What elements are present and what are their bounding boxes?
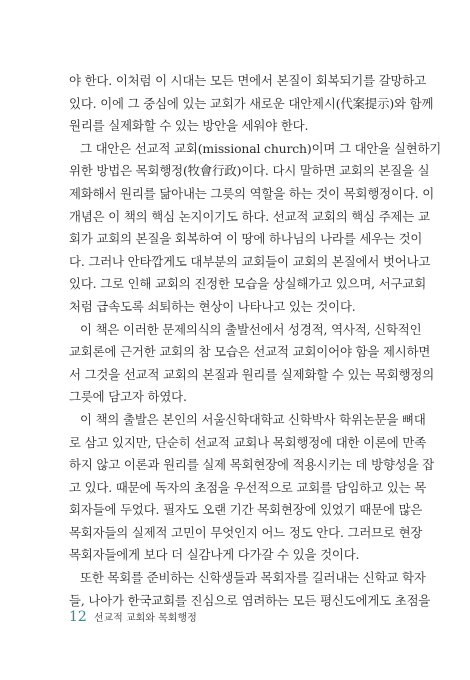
text-line: 하지 않고 이론과 원리를 실제 목회현장에 적용시키는 데 방향성을 잡 xyxy=(69,457,435,473)
text-line: 로 삼고 있지만, 단순히 선교적 교회나 목회행정에 대한 이론에 만족 xyxy=(69,434,427,450)
page-footer xyxy=(69,609,197,629)
text-line: 목회자들에게 보다 더 실감나게 다가갈 수 있을 것이다. xyxy=(69,547,360,563)
text-line: 있다. 그로 인해 교회의 진정한 모습을 상실해가고 있으며, 서구교회 xyxy=(69,276,427,292)
body-text xyxy=(69,70,442,612)
text-line: 개념은 이 책의 핵심 논지이기도 하다. 선교적 교회의 핵심 주제는 교 xyxy=(69,208,430,224)
text-line: 그 대안은 선교적 교회(missional church)이며 그 대안을 실현하기 xyxy=(80,140,442,156)
text-line: 서 그것을 선교적 교회의 본질과 원리를 실제화할 수 있는 목회행정의 xyxy=(69,366,435,382)
text-line: 이 책의 출발은 본인의 서울신학대학교 신학박사 학위논문을 뼈대 xyxy=(80,411,426,427)
running-title: 선교적 교회와 목회행정 xyxy=(93,613,197,624)
text-line: 이 책은 이러한 문제의식의 출발선에서 성경적, 역사적, 신학적인 xyxy=(80,321,422,337)
text-line: 야 한다. 이처럼 이 시대는 모든 면에서 본질이 회복되기를 갈망하고 xyxy=(69,73,427,88)
text-line: 교회론에 근거한 교회의 참 모습은 선교적 교회이어야 함을 제시하면 xyxy=(69,344,431,360)
text-line: 있다. 이에 그 중심에 있는 교회가 새로운 대안제시(代案提示)와 함께 xyxy=(69,95,434,111)
text-line: 또한 목회를 준비하는 신학생들과 목회자를 길러내는 신학교 학자 xyxy=(80,570,426,586)
text-line: 고 있다. 때문에 독자의 초점을 우선적으로 교회를 담임하고 있는 목 xyxy=(69,479,427,495)
text-line: 회가 교회의 본질을 회복하여 이 땅에 하나님의 나라를 세우는 것이 xyxy=(69,231,423,247)
text-line: 처럼 급속도록 쇠퇴하는 현상이 나타나고 있는 것이다. xyxy=(69,298,356,314)
text-line: 회자들에 두었다. 필자도 오랜 기간 목회현장에 있었기 때문에 많은 xyxy=(69,502,423,518)
text-line: 목회자들의 실제적 고민이 무엇인지 어느 정도 안다. 그러므로 현장 xyxy=(69,524,423,540)
page-number: 12 xyxy=(69,609,87,625)
text-line: 제화해서 원리를 닮아내는 그릇의 역할을 하는 것이 목회행정이다. 이 xyxy=(69,185,435,201)
text-line: 들, 나아가 한국교회를 진심으로 염려하는 모든 평신도에게도 초점을 xyxy=(69,592,431,608)
text-line: 위한 방법은 목회행정(牧會行政)이다. 다시 말하면 교회의 본질을 실 xyxy=(69,163,430,179)
text-line: 다. 그러나 안타깝게도 대부분의 교회들이 교회의 본질에서 벗어나고 xyxy=(69,253,431,269)
text-line: 그릇에 담고자 하였다. xyxy=(69,389,187,405)
text-line: 원리를 실제화할 수 있는 방안을 세워야 한다. xyxy=(69,118,309,134)
